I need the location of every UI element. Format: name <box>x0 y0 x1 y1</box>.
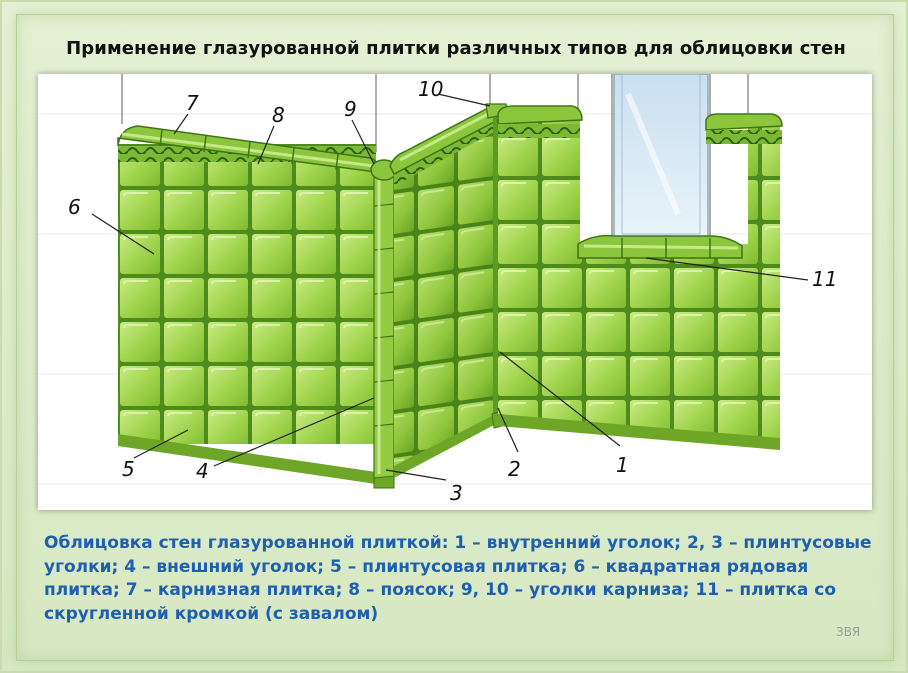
label-7: 7 <box>186 91 199 115</box>
label-3: 3 <box>450 481 463 505</box>
wall-tiling-illustration <box>38 74 872 510</box>
label-6: 6 <box>68 195 81 219</box>
label-2: 2 <box>508 457 521 481</box>
label-1: 1 <box>616 453 629 477</box>
label-9: 9 <box>344 97 357 121</box>
label-5: 5 <box>122 457 135 481</box>
left-wall <box>118 126 378 484</box>
outer-corner <box>371 160 397 488</box>
slide-title: Применение глазурованной плитки различных типов для облицовки стен <box>66 38 846 59</box>
middle-wall <box>390 107 498 478</box>
label-8: 8 <box>272 103 285 127</box>
label-11: 11 <box>812 267 838 291</box>
author-initials: ЗВЯ <box>836 625 861 639</box>
figure-caption: Облицовка стен глазурованной плиткой: 1 – внутренний уголок; 2, 3 – плинтусовые уголки; 4 – внешний уголок; 5 – плинтусовая плитка; 6 – квадратная рядовая плитка; 7 – карнизная плитка; 8 – поясок; 9, 10 – уголки карниза; 11 – плитка со скругленной кромкой (с завалом) <box>44 533 872 624</box>
window <box>614 74 708 242</box>
label-4: 4 <box>196 459 209 483</box>
label-10: 10 <box>418 77 444 101</box>
